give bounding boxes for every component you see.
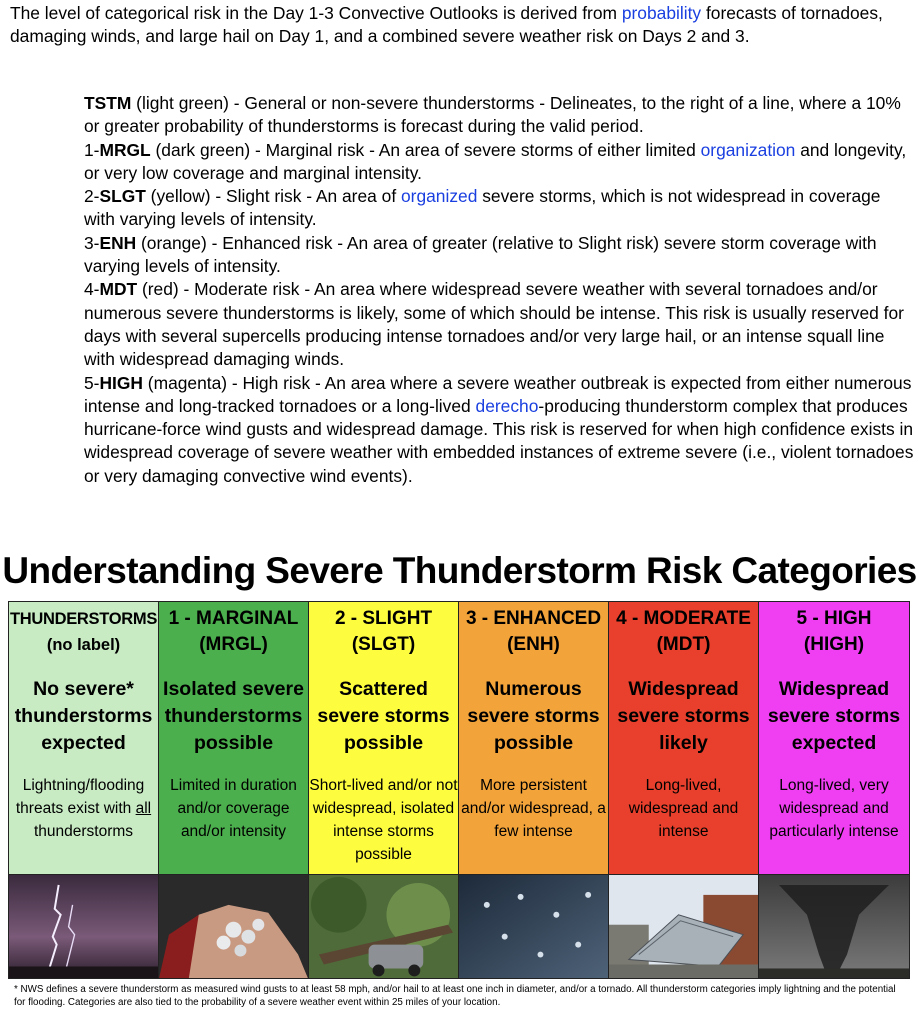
category-entry-tstm — [84, 92, 914, 139]
column-header — [309, 602, 458, 664]
column-header-title: 4 - MODERATE — [616, 608, 751, 629]
column-headline — [309, 664, 458, 769]
headline-line: severe storms — [767, 704, 901, 727]
headline-line: severe storms — [317, 704, 450, 727]
column-description: Limited in duration and/or coverage and/or intensity — [170, 777, 297, 841]
column-header-code: (ENH) — [507, 634, 560, 655]
risk-column-high — [759, 602, 909, 978]
probability-link[interactable]: probability — [621, 3, 702, 23]
category-description: (red) - Moderate risk - An area where widespread severe weather with several tornadoes and/or numerous severe thunderstorms is likely, some of which should be intense. This risk is usually reserved for days with several supercells producing intense tornadoes and/or very large hail, or an intense squall line with widespread damaging winds. — [84, 279, 904, 370]
headline-line: No severe* — [33, 677, 134, 700]
category-code: SLGT — [99, 186, 146, 207]
column-header-title: 3 - ENHANCED — [465, 608, 602, 629]
headline-line: possible — [193, 731, 274, 754]
column-header — [459, 602, 608, 664]
fallen-tree-photo — [309, 874, 458, 978]
column-header-code: (MRGL) — [199, 634, 268, 655]
description-underline: all — [135, 800, 152, 818]
derecho-link[interactable]: derecho — [475, 395, 539, 416]
category-entry-slgt — [84, 185, 914, 232]
category-description-end: -producing thunderstorm complex that produces hurricane-force wind gusts and widespread damage. This risk is reserved for when high confidence exists in widespread coverage of severe weather with embedded instances of extreme severe (i.e., violent tornadoes or very damaging convective wind events). — [84, 395, 914, 486]
risk-column-marginal — [159, 602, 309, 978]
organized-link[interactable]: organized — [401, 186, 478, 207]
category-prefix: 3- — [84, 232, 100, 253]
risk-column-enhanced — [459, 602, 609, 978]
category-description-end: and longevity, or very low coverage and marginal intensity. — [84, 139, 907, 183]
category-prefix: 1- — [84, 139, 100, 160]
category-code: MDT — [99, 279, 138, 300]
headline-line: thunderstorms — [164, 704, 303, 727]
headline-line: possible — [493, 731, 574, 754]
headline-line: Widespread — [628, 677, 739, 700]
category-entry-mrgl — [84, 139, 914, 186]
category-entry-high — [84, 372, 914, 488]
headline-line: Scattered — [339, 677, 428, 700]
column-description: Short-lived and/or not widespread, isolated intense storms possible — [309, 777, 458, 864]
category-code: HIGH — [99, 372, 143, 393]
risk-column-slight — [309, 602, 459, 978]
column-header — [759, 602, 909, 664]
column-header-title: 2 - SLIGHT — [334, 608, 433, 629]
lightning-photo — [9, 874, 158, 978]
column-description — [9, 769, 158, 873]
category-code: MRGL — [99, 139, 151, 160]
category-prefix: 5- — [84, 372, 100, 393]
headline-line: possible — [343, 731, 424, 754]
column-header-code: (HIGH) — [803, 634, 865, 655]
footnote: * NWS defines a severe thunderstorm as measured wind gusts to at least 58 mph, and/or hail to at least one inch in diameter, and/or a tornado. All thunderstorm categories imply lightning and the potential for flooding. Categories are also tied to the probability of a severe weather event within 25 miles of your location. — [14, 984, 896, 1008]
hail-damaged-car-photo — [459, 874, 608, 978]
tornado-photo — [759, 874, 909, 978]
category-definitions-list — [84, 92, 914, 488]
category-description: (dark green) - Marginal risk - An area of severe storms of either limited — [150, 139, 701, 160]
column-header-title: 1 - MARGINAL — [168, 608, 299, 629]
column-headline — [759, 664, 909, 769]
category-code: TSTM — [84, 93, 132, 113]
headline-line: severe storms — [617, 704, 750, 727]
intro-text: The level of categorical risk in the Day 1-3 Convective Outlooks is derived from — [10, 3, 622, 23]
column-header — [609, 602, 758, 664]
headline-line: Isolated severe — [163, 677, 304, 700]
category-description: (light green) - General or non-severe thunderstorms - Delineates, to the right of a line, where a 10% or greater probability of thunderstorms is forecast during the valid period. — [84, 93, 901, 137]
risk-column-moderate — [609, 602, 759, 978]
risk-category-table — [8, 601, 910, 979]
category-entry-enh — [84, 232, 914, 279]
headline-line: Widespread — [778, 677, 890, 700]
column-header-code: (MDT) — [656, 634, 711, 655]
column-description: Long-lived, very widespread and particularly intense — [769, 777, 899, 841]
category-description: (yellow) - Slight risk - An area of — [145, 186, 401, 207]
column-header-title: THUNDERSTORMS — [9, 610, 158, 628]
category-prefix: 4- — [84, 279, 100, 300]
graphic-title: Understanding Severe Thunderstorm Risk Categories — [2, 550, 917, 591]
headline-line: expected — [41, 731, 126, 754]
column-headline — [459, 664, 608, 769]
category-prefix: 2- — [84, 186, 100, 207]
column-header-title: 5 - HIGH — [796, 608, 872, 629]
column-headline — [609, 664, 758, 769]
column-header — [9, 602, 158, 664]
intro-text-end: forecasts of tornadoes, damaging winds, and large hail on Day 1, and a combined severe weather risk on Days 2 and 3. — [10, 3, 883, 46]
risk-column-thunderstorms — [9, 602, 159, 978]
column-description: More persistent and/or widespread, a few intense — [461, 777, 606, 841]
column-headline — [159, 664, 308, 769]
column-header — [159, 602, 308, 664]
description-text-end: thunderstorms — [33, 823, 134, 841]
column-header-code: (no label) — [46, 636, 121, 654]
column-header-code: (SLGT) — [351, 634, 416, 655]
intro-paragraph — [10, 2, 910, 48]
description-text: Lightning/flooding threats exist with — [15, 777, 145, 818]
category-description: (orange) - Enhanced risk - An area of greater (relative to Slight risk) severe storm coverage with varying levels of intensity. — [84, 232, 877, 277]
organization-link[interactable]: organization — [700, 139, 796, 160]
column-description: Long-lived, widespread and intense — [628, 777, 739, 841]
category-description-end: severe storms, which is not widespread in coverage with varying levels of intensity. — [84, 186, 881, 230]
headline-line: likely — [659, 731, 708, 754]
headline-line: thunderstorms — [14, 704, 153, 727]
category-entry-mdt — [84, 278, 914, 371]
headline-line: expected — [791, 731, 877, 754]
headline-line: severe storms — [467, 704, 600, 727]
damaged-building-photo — [609, 874, 758, 978]
column-headline — [9, 664, 158, 769]
headline-line: Numerous — [485, 677, 582, 700]
category-code: ENH — [99, 232, 137, 253]
category-description: (magenta) - High risk - An area where a severe weather outbreak is expected from either numerous intense and long-tracked tornadoes or a long-lived — [84, 372, 912, 416]
hail-photo — [159, 874, 308, 978]
